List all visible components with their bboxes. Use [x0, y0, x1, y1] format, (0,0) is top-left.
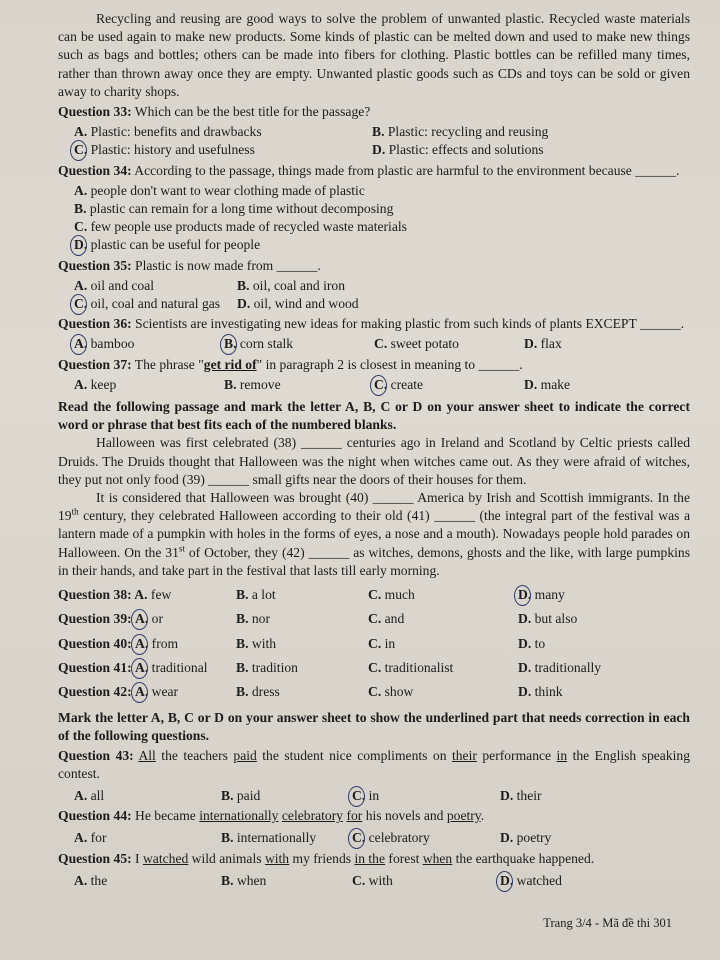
option-d[interactable]: D. oil, wind and wood [237, 296, 359, 312]
q45-options: A. the B. when C. with D. watched [74, 872, 690, 890]
option-d[interactable]: D. flax [524, 336, 562, 352]
question-35: Question 35: Plastic is now made from ______. [58, 257, 321, 273]
option-b[interactable]: B. plastic can remain for a long time without decomposing [74, 201, 394, 217]
option-d[interactable]: D. make [524, 376, 571, 392]
option-d-circled[interactable]: D. watched [500, 872, 562, 888]
question-40: Question 40: A. from B. with C. in D. to [58, 635, 546, 651]
option-c-circled[interactable]: C. in [352, 787, 380, 803]
question-44: Question 44: He became internationally celebratory for his novels and poetry. [58, 808, 485, 824]
option-b[interactable]: B. remove [224, 376, 281, 392]
underlined-phrase: get rid of [203, 356, 257, 372]
question-42: Question 42: A. wear B. dress C. show D. think [58, 683, 563, 699]
question-text: Which can be the best title for the passage? [134, 104, 371, 120]
option-c[interactable]: C. sweet potato [374, 336, 459, 352]
option-c-circled[interactable]: C. oil, coal and natural gas [74, 296, 221, 312]
q34-options [74, 182, 690, 255]
option-a-circled[interactable]: A. bamboo [74, 336, 135, 352]
question-36: Question 36: Scientists are investigating new ideas for making plastic from such kinds of plants EXCEPT ______. [58, 316, 685, 332]
option-d-circled[interactable]: D. plastic can be useful for people [74, 237, 261, 253]
question-43: Question 43: All the teachers paid the student nice compliments on their performance in the English speaking contest. [58, 747, 691, 781]
option-d[interactable]: D. Plastic: effects and solutions [372, 142, 544, 158]
question-45: Question 45: I watched wild animals with my friends in the forest when the earthquake happened. [58, 850, 595, 866]
option-b[interactable]: B. oil, coal and iron [237, 277, 345, 293]
q44-options: A. for B. internationally C. celebratory D. poetry [74, 829, 690, 847]
q36-options [74, 335, 690, 353]
option-a[interactable]: A. people don't want to wear clothing made of plastic [74, 182, 365, 198]
q43-options: A. all B. paid C. in D. their [74, 787, 690, 805]
option-c-circled[interactable]: C. create [374, 376, 424, 392]
question-33 [58, 103, 690, 121]
q37-options [74, 376, 690, 394]
option-c-circled[interactable]: C. celebratory [352, 830, 430, 846]
option-b-circled[interactable]: B. corn stalk [224, 336, 294, 352]
question-41: Question 41: A. traditional B. tradition C. traditionalist D. traditionally [58, 659, 602, 675]
option-b[interactable]: B. Plastic: recycling and reusing [372, 124, 549, 140]
option-c-circled[interactable]: C. Plastic: history and usefulness [74, 142, 255, 158]
option-c[interactable]: C. few people use products made of recycled waste materials [74, 219, 407, 235]
question-39: Question 39: A. or B. nor C. and D. but also [58, 611, 578, 627]
question-37: Question 37: The phrase "get rid of" in paragraph 2 is closest in meaning to ______. [58, 356, 523, 372]
option-d-circled[interactable]: D. many [518, 587, 565, 603]
intro-paragraph: Recycling and reusing are good ways to solve the problem of unwanted plastic. Recycled waste materials can be used again to make new products. Some kinds of plastic can be melted down and used to make new things such as bags and bottles; others can be made into fibers for clothing. Plastic bottles can be refilled many times, rather than thrown away once they are empty. Unwanted plastic goods such as CDs and toys can be sold or given away to charity shops. [58, 11, 690, 99]
question-label: Question 33: [58, 104, 132, 120]
option-a[interactable]: A. keep [74, 376, 117, 392]
halloween-paragraph-1: Halloween was first celebrated (38) ______ centuries ago in Ireland and Scotland by Celtic priests called Druids. The Druids thought that Halloween was the night when witches came out. As they were afraid of witches, they put not only food (39) ______ small gifts near the doors of their houses for them. [58, 435, 690, 487]
q35-options [74, 277, 690, 313]
halloween-paragraph-2: It is considered that Halloween was brought (40) ______ America by Irish and Scottish immigrants. In the 19th century, they celebrated Halloween according to their old (41) ______ (the integral part of the festival was a lantern made of a pumpkin with holes in the forms of eyes, a nose and a mouth). Nowadays people hold parades on Halloween. On the 31st of October, they (42) ______ as witches, demons, ghosts and the like, with large pumpkins in their hands, and take part in the festival that lasts till early morning. [58, 490, 690, 578]
option-a[interactable]: A. oil and coal [74, 277, 155, 293]
option-a[interactable]: A. Plastic: benefits and drawbacks [74, 124, 262, 140]
page-footer: Trang 3/4 - Mã đề thi 301 [543, 916, 672, 930]
error-instruction: Mark the letter A, B, C or D on your answer sheet to show the underlined part that needs correction in each of the following questions. [58, 710, 690, 744]
question-38: Question 38: A. few B. a lot C. much D. many [58, 586, 690, 604]
q33-options [74, 123, 690, 159]
cloze-instruction: Read the following passage and mark the letter A, B, C or D on your answer sheet to indicate the correct word or phrase that best fits each of the numbered blanks. [58, 399, 690, 433]
question-34: Question 34: According to the passage, things made from plastic are harmful to the environment because ______. [58, 162, 680, 178]
